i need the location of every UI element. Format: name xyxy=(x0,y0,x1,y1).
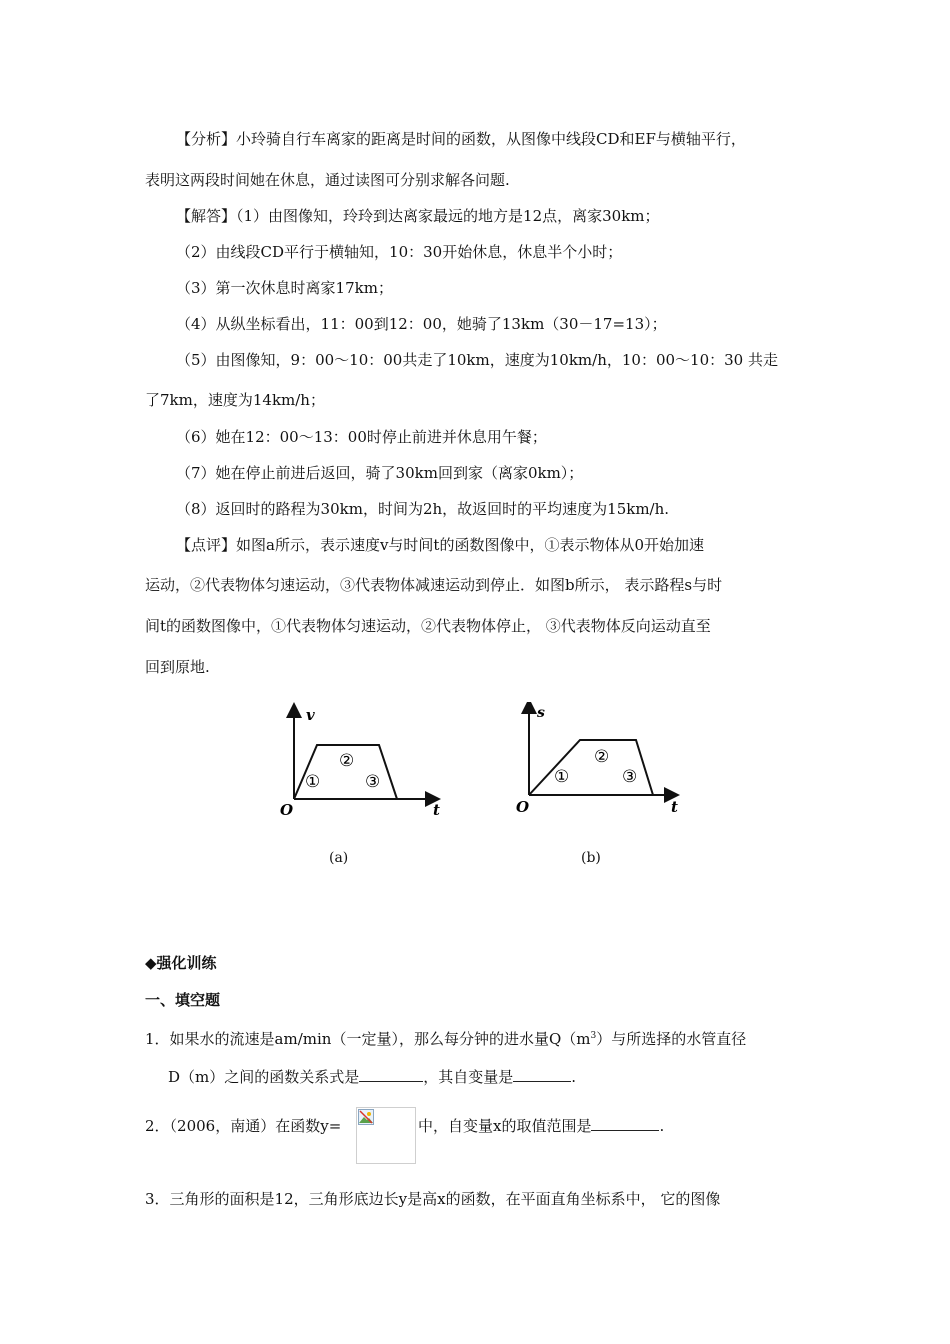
solution-line-1: 【解答】（1）由图像知，玲玲到达离家最远的地方是12点，离家30km； xyxy=(176,207,660,225)
solution-line-3: （3）第一次休息时离家17km； xyxy=(176,279,393,297)
question-1-text-e: . xyxy=(571,1068,577,1086)
question-1-text-b: ）与所选择的水管直径 xyxy=(596,1030,747,1048)
figure-b-label-1: ① xyxy=(554,767,570,787)
figure-a-caption: (a) xyxy=(329,850,349,866)
question-1-blank-2[interactable] xyxy=(513,1067,571,1082)
question-2-blank[interactable] xyxy=(591,1116,659,1131)
comment-line-4: 回到原地. xyxy=(145,658,210,676)
solution-line-6: 了7km，速度为14km/h； xyxy=(145,391,325,409)
broken-image-icon xyxy=(358,1109,374,1125)
question-2-text-a: 2．（2006，南通）在函数y= xyxy=(145,1117,342,1135)
solution-line-9: （8）返回时的路程为30km，时间为2h，故返回时的平均速度为15km/h. xyxy=(176,500,670,518)
figure-b-caption: (b) xyxy=(581,850,601,866)
comment-line-1: 【点评】如图a所示，表示速度v与时间t的函数图像中，①表示物体从0开始加速 xyxy=(176,536,704,554)
figure-b-origin: O xyxy=(516,798,530,816)
figure-b-label-2: ② xyxy=(594,747,610,767)
solution-line-4: （4）从纵坐标看出，11：00到12：00，她骑了13km（30－17=13）； xyxy=(176,315,667,333)
solution-line-7: （6）她在12：00～13：00时停止前进并休息用午餐； xyxy=(176,428,547,446)
question-2-text-c: . xyxy=(659,1117,665,1135)
question-1-line-2 xyxy=(168,1067,576,1087)
analysis-line-1: 【分析】小玲骑自行车离家的距离是时间的函数，从图像中线段CD和EF与横轴平行， xyxy=(176,130,746,148)
figure-b-x-label: t xyxy=(671,798,678,816)
figure-b-label-3: ③ xyxy=(622,767,638,787)
training-heading: ◆强化训练 xyxy=(145,954,217,972)
question-1-blank-1[interactable] xyxy=(359,1067,423,1082)
figure-a-origin: O xyxy=(280,801,294,819)
question-1-line-1 xyxy=(145,1026,746,1049)
solution-line-2: （2）由线段CD平行于横轴知，10：30开始休息，休息半个小时； xyxy=(176,243,623,261)
figure-a-x-label: t xyxy=(433,801,440,819)
solution-line-5: （5）由图像知，9：00～10：00共走了10km，速度为10km/h，10：00～10：30 共走 xyxy=(176,351,778,369)
question-1-superscript: 3 xyxy=(590,1031,597,1041)
question-3-line-1: 3．三角形的面积是12，三角形底边长y是高x的函数，在平面直角坐标系中， 它的图像 xyxy=(145,1190,721,1208)
analysis-line-2: 表明这两段时间她在休息，通过读图可分别求解各问题. xyxy=(145,171,510,189)
figure-a-velocity-graph xyxy=(278,702,448,827)
figure-b-y-label: s xyxy=(537,705,545,721)
figure-a-label-3: ③ xyxy=(365,772,381,792)
question-2-line-end xyxy=(418,1116,664,1136)
fill-in-section-title: 一、填空题 xyxy=(145,991,221,1009)
question-1-text-d: ，其自变量是 xyxy=(423,1068,514,1086)
figure-a-label-2: ② xyxy=(339,751,355,771)
question-1-text-c: D（m）之间的函数关系式是 xyxy=(168,1068,360,1086)
solution-line-8: （7）她在停止前进后返回，骑了30km回到家（离家0km）； xyxy=(176,464,584,482)
question-1-text-a: 1．如果水的流速是am/min（一定量），那么每分钟的进水量Q（m xyxy=(145,1030,591,1048)
figure-a-label-1: ① xyxy=(305,772,321,792)
question-2-text-b: 中，自变量x的取值范围是 xyxy=(418,1117,592,1135)
figure-a-y-label: v xyxy=(306,706,315,724)
figure-b-distance-graph xyxy=(512,702,682,832)
comment-line-2: 运动，②代表物体匀速运动，③代表物体减速运动到停止．如图b所示， 表示路程s与时 xyxy=(145,576,723,594)
comment-line-3: 间t的函数图像中，①代表物体匀速运动，②代表物体停止， ③代表物体反向运动直至 xyxy=(145,617,711,635)
formula-image-placeholder xyxy=(356,1107,416,1164)
